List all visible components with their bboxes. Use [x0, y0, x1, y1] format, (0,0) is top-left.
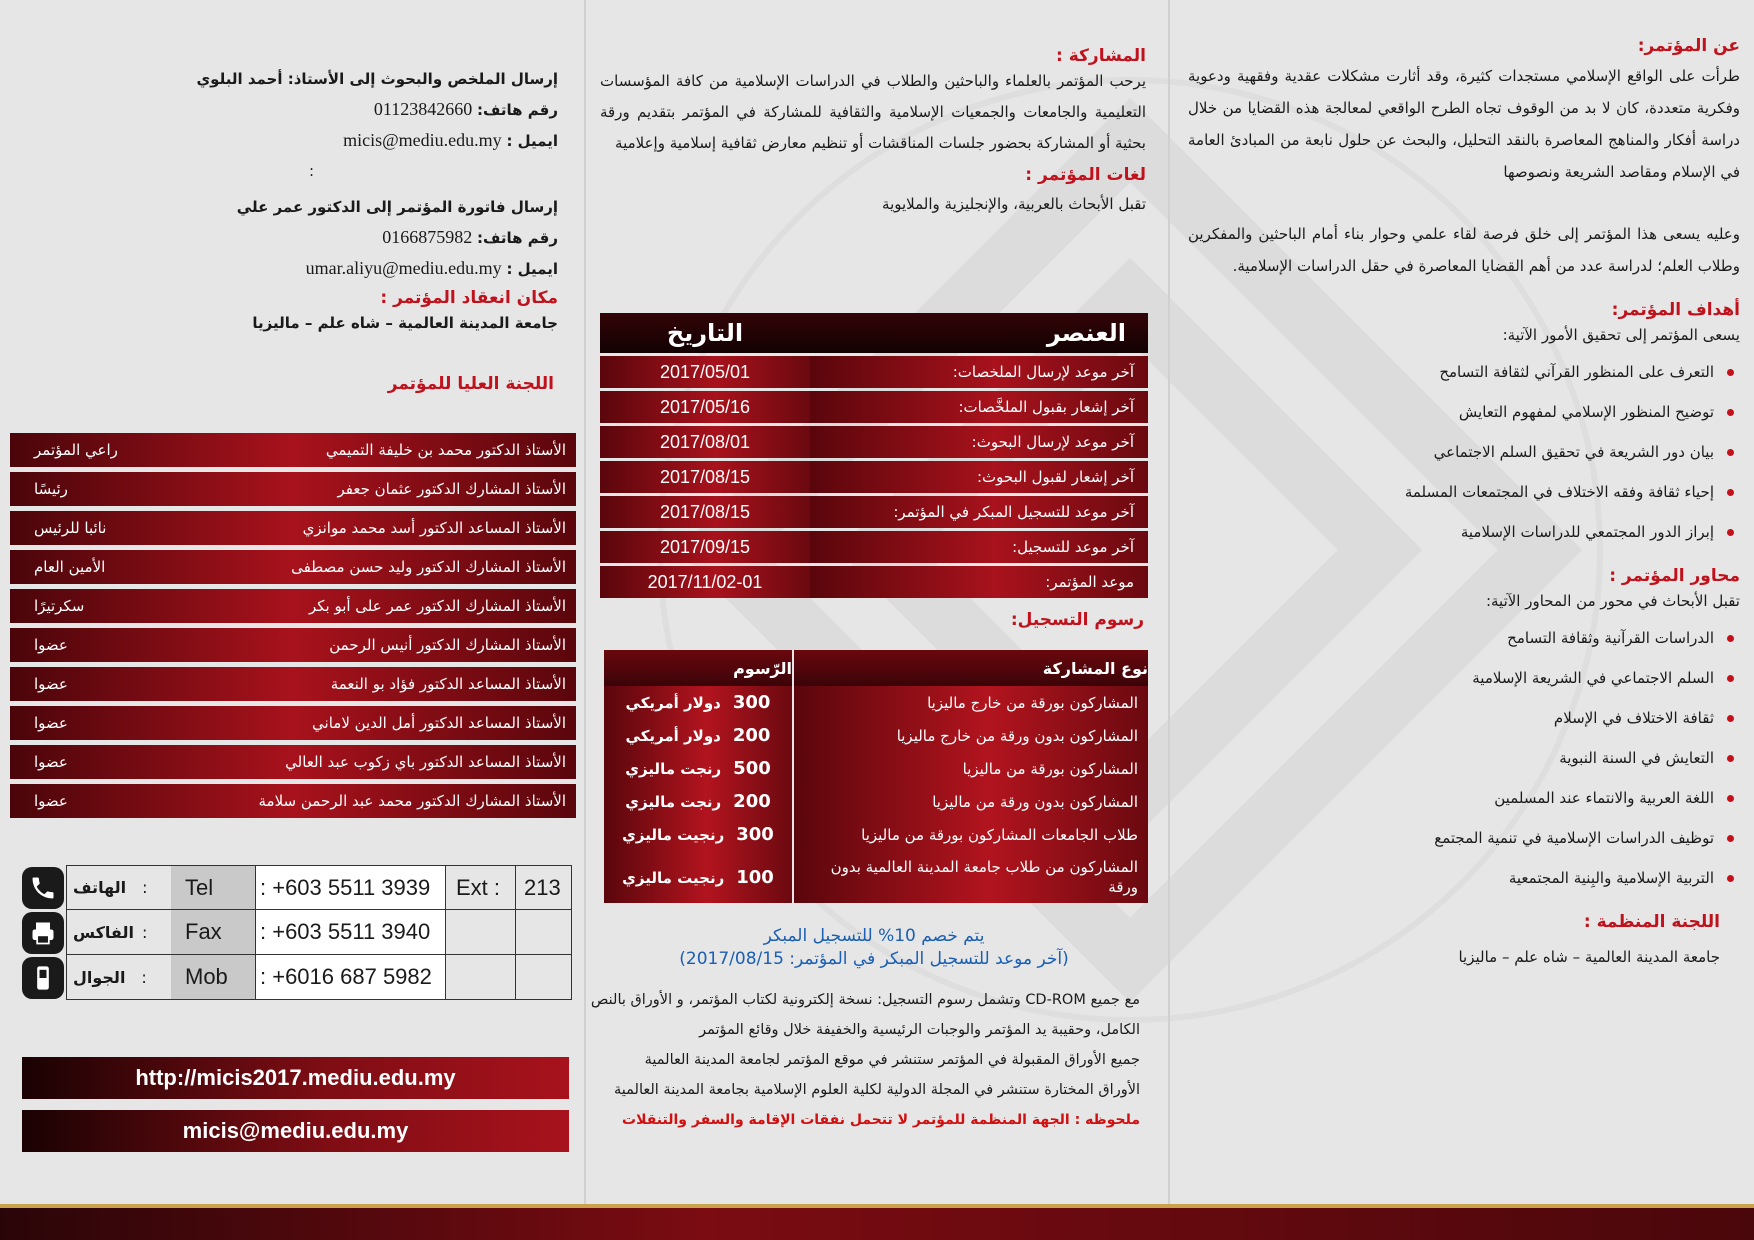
email-label: ايميل :: [506, 260, 558, 278]
member-name: الأستاذ المشارك الدكتور عثمان جعفر: [337, 480, 566, 498]
email-label: ايميل :: [506, 132, 558, 150]
fee-currency: دولار أمريكي: [625, 727, 721, 745]
member-name: الأستاذ المشارك الدكتور وليد حسن مصطفى: [291, 558, 566, 576]
contact-label-ar-text: الهاتف: [73, 878, 127, 897]
date-value: 2017/05/16: [600, 391, 810, 423]
participation-heading: المشاركة :: [1056, 46, 1146, 66]
contact-label-en: Tel: [171, 866, 255, 909]
goals-list: [1188, 352, 1740, 552]
fees-header-row: [603, 650, 1148, 686]
contact-row-mob: [22, 955, 572, 1000]
table-row: [603, 686, 1148, 719]
fee-amount: 300: [736, 824, 774, 845]
fee-type: المشاركون بورقة من ماليزيا: [793, 752, 1148, 785]
goal-item: إحياء ثقافة وفقه الاختلاف في المجتمعات المسلمة: [1188, 472, 1714, 512]
discount-line-2: (آخر موعد للتسجيل المبكر في المؤتمر: 2017/08/15): [679, 949, 1069, 969]
table-row: [603, 719, 1148, 752]
date-item: آخر إشعار بقبول الملخَّصات:: [810, 391, 1148, 423]
committee-list: [10, 433, 576, 823]
participation-text: يرحب المؤتمر بالعلماء والباحثين والطلاب في الدراسات الإسلامية من كافة المؤسسات التعليمية والجامعات والجمعيات الإسلامية والثقافية للمشاركة في المؤتمر بتقديم ورقة بحثية أو المشاركة بحضور جلسات المناقشات أو تنظيم معارض ثقافية إسلامية وإعلامية: [600, 72, 1146, 152]
committee-heading: اللجنة العليا للمؤتمر: [387, 374, 554, 394]
goal-item: التعرف على المنظور القرآني لثقافة التسامح: [1188, 352, 1714, 392]
organizer-heading: اللجنة المنظمة :: [1583, 912, 1720, 932]
email-link[interactable]: micis@mediu.edu.my: [22, 1110, 569, 1152]
about-heading: عن المؤتمر:: [1637, 36, 1740, 56]
table-row: [600, 356, 1148, 388]
contact-sep: :: [141, 967, 147, 987]
goal-item: بيان دور الشريعة في تحقيق السلم الاجتماعي: [1188, 432, 1714, 472]
table-row: [600, 566, 1148, 598]
committee-row: [10, 589, 576, 623]
fax-value: : +603 5511 3940: [255, 910, 445, 954]
middle-column: [600, 46, 1146, 220]
date-item: آخر موعد لإرسال الملخصات:: [810, 356, 1148, 388]
ext-value: [515, 955, 571, 999]
member-name: الأستاذ المشارك الدكتور أنيس الرحمن: [329, 636, 566, 654]
table-row: [600, 496, 1148, 528]
fee-type: المشاركون بدون ورقة من ماليزيا: [793, 785, 1148, 818]
date-item: آخر إشعار لقبول البحوث:: [810, 461, 1148, 493]
member-role: راعي المؤتمر: [34, 441, 118, 459]
table-row: [600, 531, 1148, 563]
fee-type: طلاب الجامعات المشاركون بورقة من ماليزيا: [793, 818, 1148, 851]
fees-col-type: نوع المشاركة: [793, 650, 1148, 686]
member-role: عضوا: [34, 753, 68, 771]
table-row: [603, 851, 1148, 903]
ext-value: [515, 910, 571, 954]
fee-type: المشاركون بورقة من خارج ماليزيا: [793, 686, 1148, 719]
important-dates-table: [600, 310, 1148, 601]
contact-sep: :: [142, 878, 148, 897]
member-role: عضوا: [34, 636, 68, 654]
date-value: 2017/09/15: [600, 531, 810, 563]
fees-col-fee: الرّسوم: [603, 650, 793, 686]
tel-value[interactable]: : +603 5511 3939: [255, 866, 445, 909]
notes: [586, 985, 1140, 1135]
member-role: نائبا للرئيس: [34, 519, 107, 537]
date-item: آخر موعد لإرسال البحوث:: [810, 426, 1148, 458]
themes-heading: محاور المؤتمر :: [1609, 566, 1740, 586]
theme-item: اللغة العربية والانتماء عند المسلمين: [1188, 778, 1714, 818]
contact-row-tel: [22, 865, 572, 910]
date-value: 2017/08/15: [600, 496, 810, 528]
date-value: 2017/05/01: [600, 356, 810, 388]
fee-amount: 500: [733, 758, 771, 779]
member-name: الأستاذ المساعد الدكتور باي زكوب عبد العالي: [285, 753, 566, 771]
note-disclaimer: ملحوظه : الجهة المنظمة للمؤتمر لا تتحمل نفقات الإقامة والسفر والتنقلات: [622, 1112, 1140, 1128]
committee-row: [10, 745, 576, 779]
theme-item: الدراسات القرآنية وثقافة التسامح: [1188, 618, 1714, 658]
email-1[interactable]: micis@mediu.edu.my: [343, 130, 502, 150]
table-row: [600, 426, 1148, 458]
fee-currency: رنجت ماليزي: [625, 793, 722, 811]
member-role: سكرتيرًا: [34, 597, 85, 615]
fee-amount: 200: [732, 725, 771, 746]
member-role: الأمين العام: [34, 558, 106, 576]
contact-label-ar: [67, 910, 171, 954]
goals-intro: يسعى المؤتمر إلى تحقيق الأمور الآتية:: [1502, 326, 1740, 344]
contact-label-en: Mob: [171, 955, 255, 999]
member-role: عضوا: [34, 675, 68, 693]
fees-heading: رسوم التسجيل:: [1010, 610, 1144, 630]
venue-text: جامعة المدينة العالمية – شاه علم – ماليزيا: [252, 314, 558, 332]
note-3: الأوراق المختارة ستنشر في المجلة الدولية لكلية العلوم الإسلامية بجامعة المدينة العالمية: [614, 1082, 1140, 1098]
member-name: الأستاذ المساعد الدكتور فؤاد بو النعمة: [330, 675, 566, 693]
committee-row: [10, 667, 576, 701]
fee-currency: رنجيت ماليزي: [622, 868, 725, 887]
goal-item: إبراز الدور المجتمعي للدراسات الإسلامية: [1188, 512, 1714, 552]
fee-currency: رنجيت ماليزي: [622, 826, 725, 844]
table-row: [603, 818, 1148, 851]
contact-label-ar: [67, 866, 171, 909]
ext-value: 213: [515, 866, 571, 909]
fee-amount: 300: [732, 692, 771, 713]
date-item: موعد المؤتمر:: [810, 566, 1148, 598]
themes-list: [1188, 618, 1740, 898]
table-row: [603, 785, 1148, 818]
registration-fees-table: [602, 650, 1148, 903]
theme-item: ثقافة الاختلاف في الإسلام: [1188, 698, 1714, 738]
goals-heading: أهداف المؤتمر:: [1611, 300, 1740, 320]
committee-row: [10, 706, 576, 740]
theme-item: السلم الاجتماعي في الشريعة الإسلامية: [1188, 658, 1714, 698]
phone-label: رقم هاتف:: [477, 229, 558, 247]
date-value: 2017/11/02-01: [600, 566, 810, 598]
contact-row-fax: [22, 910, 572, 955]
member-name: الأستاذ المشارك الدكتور محمد عبد الرحمن سلامة: [258, 792, 566, 810]
note-1: مع جميع CD-ROM وتشمل رسوم التسجيل: نسخة إلكترونية لكتاب المؤتمر، و الأوراق بالنص الكامل، وحقيبة يد المؤتمر والوجبات الرئيسية والخفيفة خلال وقائع المؤتمر: [590, 992, 1140, 1038]
fax-icon: [22, 912, 64, 954]
phone-2: 0166875982: [382, 227, 473, 247]
email-2[interactable]: umar.aliyu@mediu.edu.my: [305, 258, 502, 278]
committee-row: [10, 433, 576, 467]
theme-item: التربية الإسلامية والبِنية المجتمعية: [1188, 858, 1714, 898]
right-column: [1188, 36, 1740, 973]
fee-type: المشاركون من طلاب جامعة المدينة العالمية بدون ورقة: [793, 851, 1148, 903]
footer-bar: [0, 1204, 1754, 1240]
fee-amount: 100: [736, 866, 774, 888]
ext-label: [445, 955, 515, 999]
phone-label: رقم هاتف:: [477, 101, 558, 119]
divider-right: [1168, 0, 1170, 1205]
fee-type: المشاركون بدون ورقة من خارج ماليزيا: [793, 719, 1148, 752]
contact-table: [22, 865, 572, 1000]
note-2: جميع الأوراق المقبولة في المؤتمر ستنشر في موقع المؤتمر لجامعة المدينة العالمية: [644, 1052, 1140, 1068]
table-row: [600, 391, 1148, 423]
contact-label-en: Fax: [171, 910, 255, 954]
website-link[interactable]: http://micis2017.mediu.edu.my: [22, 1057, 569, 1099]
member-role: رئيسًا: [34, 480, 68, 498]
committee-row: [10, 511, 576, 545]
dates-col-item: العنصر: [810, 313, 1148, 353]
early-discount: [600, 925, 1148, 971]
member-role: عضوا: [34, 792, 68, 810]
themes-intro: تقبل الأبحاث في محور من المحاور الآتية:: [1485, 592, 1740, 610]
footer-gold-line: [0, 1204, 1754, 1208]
committee-row: [10, 628, 576, 662]
venue-heading: مكان انعقاد المؤتمر :: [380, 288, 558, 308]
separator-dot: :: [308, 162, 314, 180]
fee-currency: رنجت ماليزي: [625, 760, 722, 778]
contact-label-ar-text: الفاكس: [73, 922, 134, 942]
theme-item: التعايش في السنة النبوية: [1188, 738, 1714, 778]
phone-1: 01123842660: [373, 99, 473, 119]
dates-col-date: التاريخ: [600, 313, 810, 353]
date-value: 2017/08/01: [600, 426, 810, 458]
fee-currency: دولار أمريكي: [625, 694, 721, 712]
member-name: الأستاذ المساعد الدكتور أسد محمد موانزي: [302, 519, 566, 537]
contact-sep: :: [141, 922, 148, 942]
fee-amount: 200: [733, 791, 771, 812]
committee-row: [10, 472, 576, 506]
ext-label: [445, 910, 515, 954]
left-column: [180, 64, 558, 394]
committee-row: [10, 550, 576, 584]
member-name: الأستاذ المشارك الدكتور عمر على أبو بكر: [308, 597, 566, 615]
phone-icon: [22, 867, 64, 909]
discount-line-1: يتم خصم 10% للتسجيل المبكر: [763, 926, 985, 946]
ext-label: Ext :: [445, 866, 515, 909]
about-paragraph-1: طرأت على الواقع الإسلامي مستجدات كثيرة، وقد أثارت مشكلات عقدية وفقهية ودعوية وفكرية متعددة، كان لا بد من الوقوف تجاه الطرح الواقعي لمعالجة هذه القضايا من خلال دراسة أفكار والمناهج المعاصرة بالنقد التحليل، والبحث عن حلول نابعة من المبادئ العامة في الإسلام ومقاصد الشريعة ونصوصها: [1188, 67, 1740, 181]
languages-text: تقبل الأبحاث بالعربية، والإنجليزية والملايوية: [882, 195, 1146, 213]
date-value: 2017/08/15: [600, 461, 810, 493]
contact-label-ar-text: الجوال: [73, 967, 126, 987]
member-role: عضوا: [34, 714, 68, 732]
table-row: [603, 752, 1148, 785]
date-item: آخر موعد للتسجيل المبكر في المؤتمر:: [810, 496, 1148, 528]
invoice-contact: إرسال فاتورة المؤتمر إلى الدكتور عمر علي: [236, 198, 558, 216]
committee-row: [10, 784, 576, 818]
mobile-icon: [22, 957, 64, 999]
languages-heading: لغات المؤتمر :: [1025, 165, 1146, 185]
date-item: آخر موعد للتسجيل:: [810, 531, 1148, 563]
member-name: الأستاذ المساعد الدكتور أمل الدين لاماني: [312, 714, 566, 732]
mobile-value[interactable]: : +6016 687 5982: [255, 955, 445, 999]
member-name: الأستاذ الدكتور محمد بن خليفة التميمي: [325, 441, 566, 459]
contact-label-ar: [67, 955, 171, 999]
about-paragraph-2: وعليه يسعى هذا المؤتمر إلى خلق فرصة لقاء علمي وحوار بناء أمام الباحثين والمفكرين وطلاب العلم؛ لدراسة عدد من أهم القضايا المعاصرة في حقل الدراسات الإسلامية.: [1188, 225, 1740, 275]
organizer-text: جامعة المدينة العالمية – شاه علم – ماليزيا: [1458, 948, 1720, 966]
goal-item: توضيح المنظور الإسلامي لمفهوم التعايش: [1188, 392, 1714, 432]
table-row: [600, 461, 1148, 493]
dates-header-row: [600, 313, 1148, 353]
abstract-contact: إرسال الملخص والبحوث إلى الأستاذ: أحمد البلوي: [196, 70, 558, 88]
theme-item: توظيف الدراسات الإسلامية في تنمية المجتمع: [1188, 818, 1714, 858]
